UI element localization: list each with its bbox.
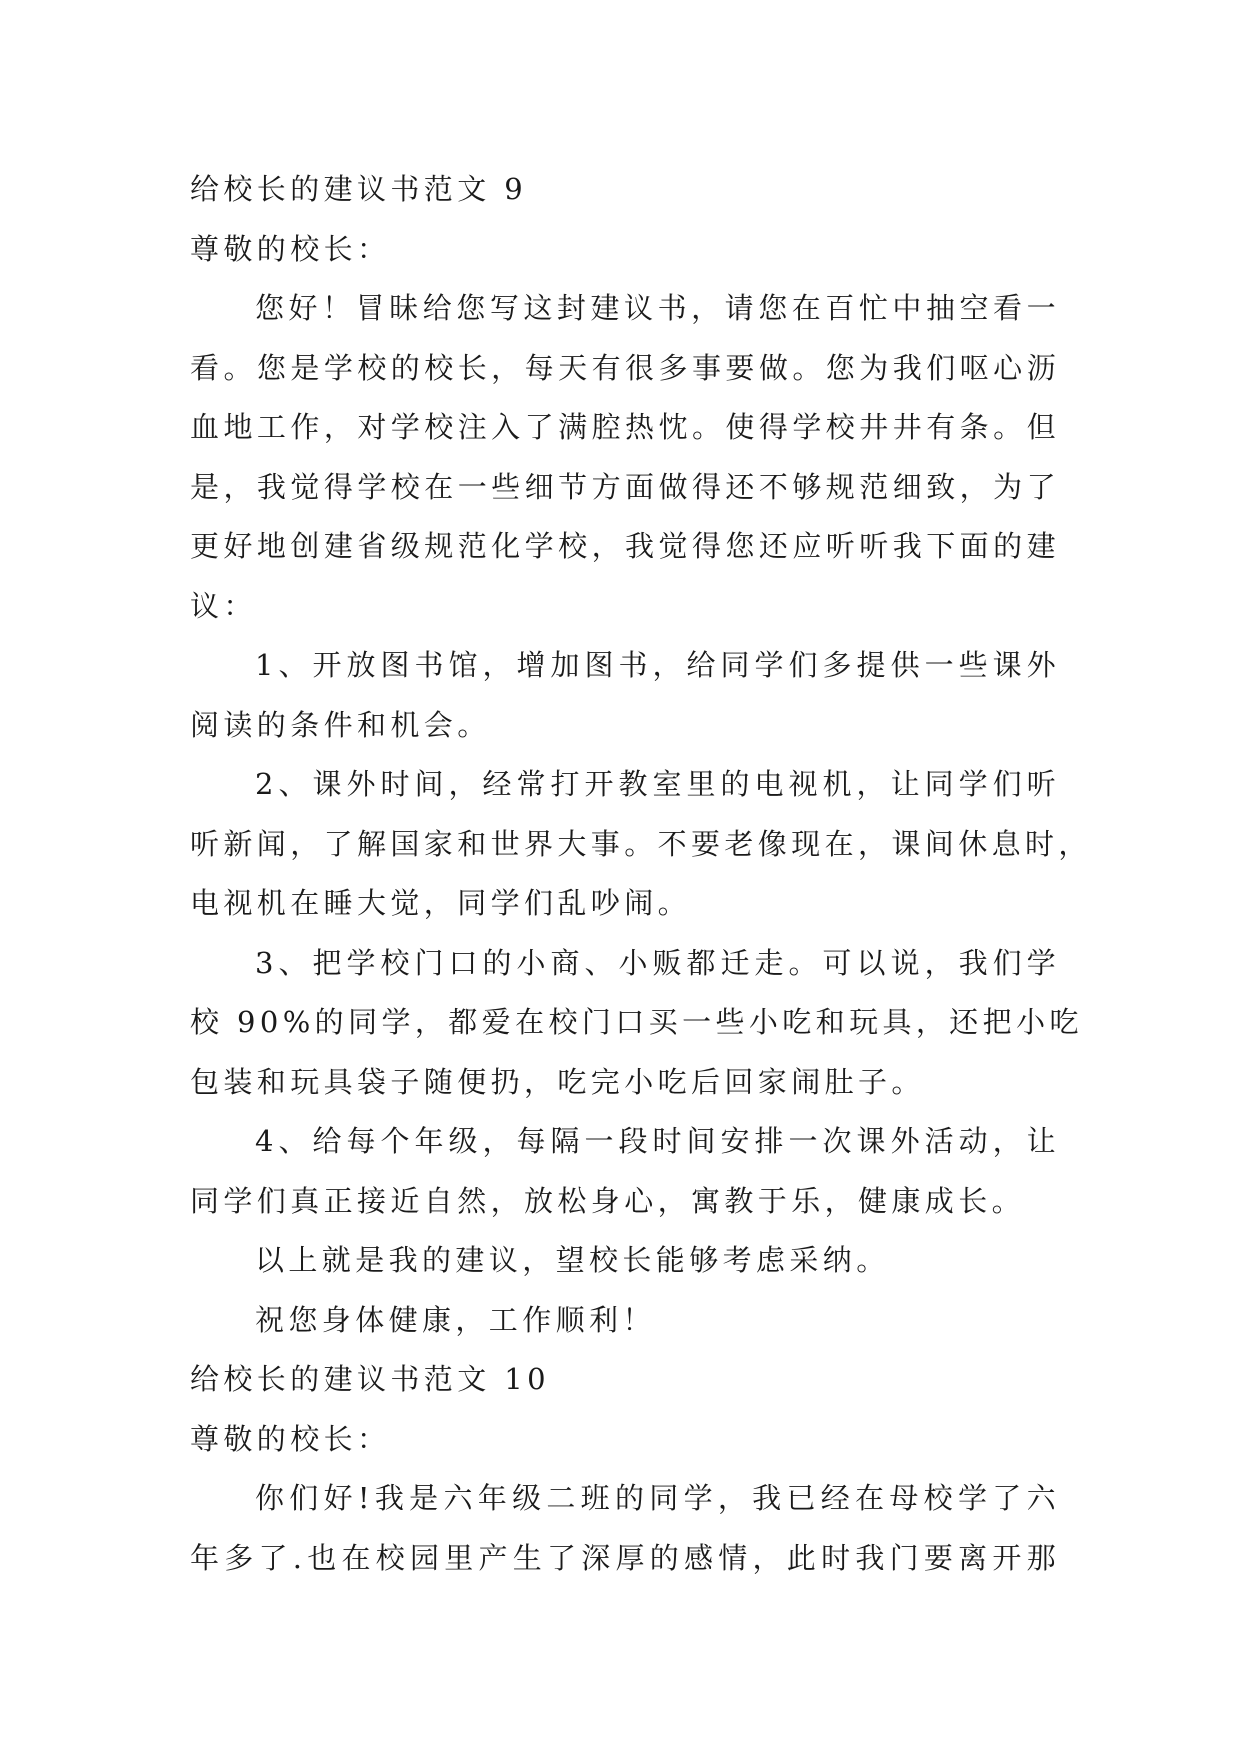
section-title: 给校长的建议书范文 10	[190, 1362, 550, 1396]
salutation: 尊敬的校长：	[190, 1421, 391, 1456]
document-body	[190, 160, 1092, 1588]
list-item-line: 电视机在睡大觉，同学们乱吵闹。	[190, 886, 692, 920]
section-title: 给校长的建议书范文 9	[190, 172, 528, 206]
paragraph-line: 年多了.也在校园里产生了深厚的感情，此时我门要离开那	[190, 1540, 1060, 1575]
list-item-line: 3、把学校门口的小商、小贩都迁走。可以说，我们学	[255, 945, 1060, 980]
paragraph-line: 是，我觉得学校在一些细节方面做得还不够规范细致，为了	[190, 469, 1060, 504]
paragraph-line: 血地工作，对学校注入了满腔热忱。使得学校井井有条。但	[190, 410, 1060, 444]
list-item-line: 1、开放图书馆，增加图书，给同学们多提供一些课外	[255, 648, 1060, 682]
paragraph-line: 你们好!我是六年级二班的同学，我已经在母校学了六	[255, 1481, 1060, 1515]
closing-line: 以上就是我的建议，望校长能够考虑采纳。	[255, 1243, 890, 1277]
wish-line: 祝您身体健康，工作顺利！	[255, 1302, 656, 1337]
salutation: 尊敬的校长：	[190, 231, 391, 266]
paragraph-line: 您好！冒昧给您写这封建议书，请您在百忙中抽空看一	[255, 291, 1060, 325]
list-item-line: 包装和玩具袋子随便扔，吃完小吃后回家闹肚子。	[190, 1064, 925, 1099]
paragraph-line: 更好地创建省级规范化学校，我觉得您还应听听我下面的建	[190, 529, 1060, 563]
list-item-line: 同学们真正接近自然，放松身心，寓教于乐，健康成长。	[190, 1183, 1026, 1218]
list-item-line: 校 90%的同学，都爱在校门口买一些小吃和玩具，还把小吃	[190, 1005, 1083, 1039]
list-item-line: 2、课外时间，经常打开教室里的电视机，让同学们听	[255, 767, 1060, 801]
paragraph-line: 看。您是学校的校长，每天有很多事要做。您为我们呕心沥	[190, 350, 1060, 385]
paragraph-line: 议：	[190, 588, 257, 623]
list-item-line: 4、给每个年级，每隔一段时间安排一次课外活动，让	[255, 1124, 1060, 1158]
list-item-line: 阅读的条件和机会。	[190, 707, 491, 742]
list-item-line: 听新闻，了解国家和世界大事。不要老像现在，课间休息时，	[190, 826, 1092, 861]
